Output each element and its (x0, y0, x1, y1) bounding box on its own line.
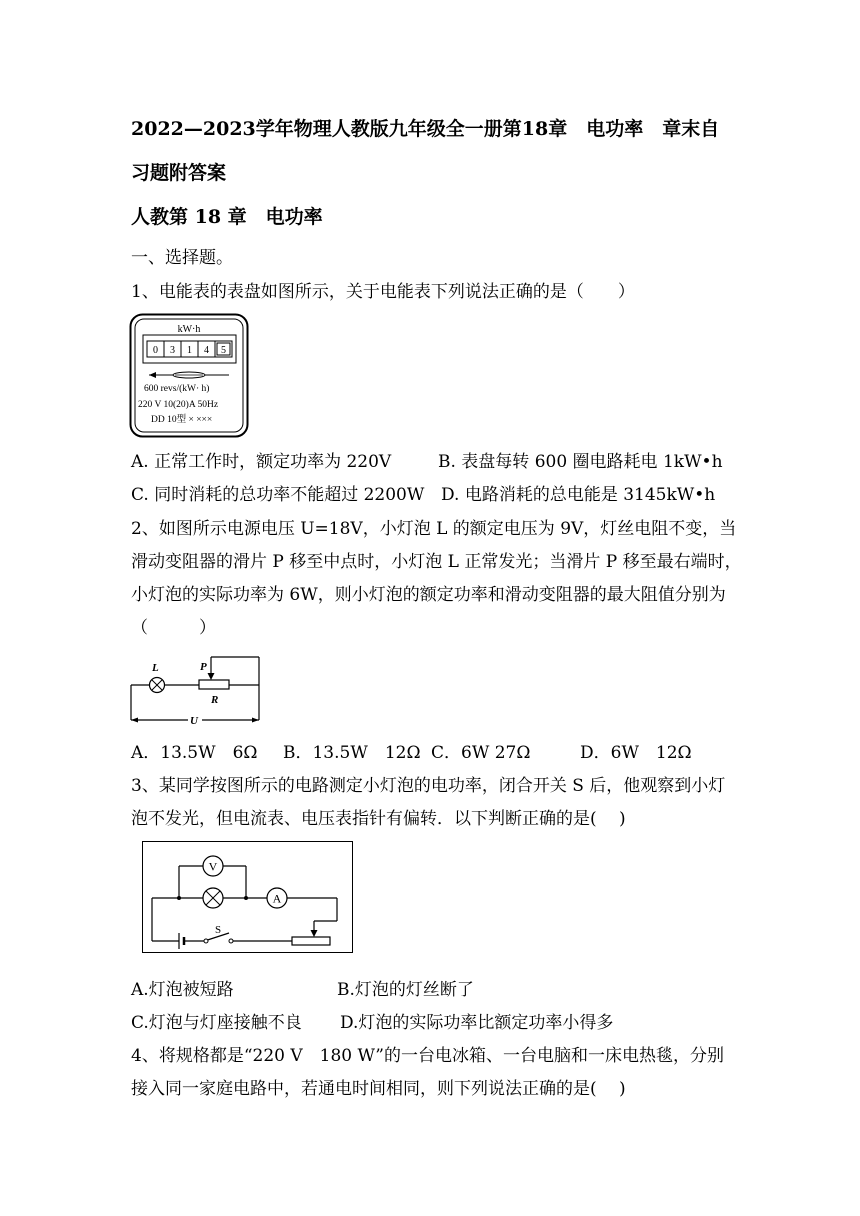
question-1-stem: 1、电能表的表盘如图所示，关于电能表下列说法正确的是（ ） (131, 282, 635, 302)
electric-meter-figure (129, 313, 249, 438)
meter-digit: 3 (170, 345, 175, 356)
meter-rating-label: 220 V 10(20)A 50Hz (138, 400, 219, 410)
question-2-stem-line: 2、如图所示电源电压 U=18V，小灯泡 L 的额定电压为 9V，灯丝电阻不变，当 (131, 519, 737, 539)
question-2-option-a: A．13.5W 6Ω (131, 743, 258, 763)
lamp-icon (203, 888, 223, 908)
ammeter-icon (267, 888, 287, 908)
lamp-icon (150, 678, 165, 693)
document-title-line-2: 习题附答案 (131, 162, 227, 184)
meter-unit-label: kW·h (177, 324, 201, 335)
voltmeter-icon (203, 856, 223, 876)
voltage-label: U (190, 715, 198, 727)
meter-digit: 0 (153, 345, 158, 356)
question-4-stem-line: 接入同一家庭电路中，若通电时间相同，则下列说法正确的是( ) (131, 1079, 626, 1099)
question-2-stem-line: 滑动变阻器的滑片 P 移至中点时，小灯泡 L 正常发光；当滑片 P 移至最右端时， (131, 552, 742, 572)
voltmeter-label: V (208, 859, 218, 874)
section-heading: 一、选择题。 (131, 248, 233, 268)
question-2-stem-line: （ ） (131, 618, 216, 638)
question-3-option-b: B.灯泡的灯丝断了 (337, 980, 474, 1000)
question-3-option-a: A.灯泡被短路 (131, 980, 234, 1000)
document-title-line-1: 2022—2023学年物理人教版九年级全一册第18章 电功率 章末自 (131, 118, 720, 140)
lamp-label: L (152, 662, 159, 674)
battery-icon (179, 933, 184, 949)
meter-model-label: DD 10型 × ××× (151, 415, 213, 425)
question-4-stem-line: 4、将规格都是“220 V 180 W”的一台电冰箱、一台电脑和一床电热毯，分别 (131, 1046, 724, 1066)
voltage-arrow-right-icon (252, 718, 259, 723)
question-3-circuit-diagram (142, 841, 353, 953)
question-1-option-c: C. 同时消耗的总功率不能超过 2200W (131, 485, 425, 505)
switch-label: S (215, 924, 222, 936)
question-2-option-b: B．13.5W 12Ω (283, 743, 421, 763)
meter-revs-label: 600 revs/(kW· h) (144, 384, 210, 394)
resistor-label: R (211, 694, 219, 706)
rheostat-resistor (199, 680, 229, 689)
slider-arrow-icon (208, 673, 215, 680)
voltage-arrow-left-icon (131, 718, 138, 723)
question-2-option-d: D．6W 12Ω (580, 743, 692, 763)
question-2-option-c: C．6W 27Ω (431, 743, 531, 763)
meter-digit: 1 (187, 345, 192, 356)
rheostat-resistor (292, 937, 330, 945)
question-1-option-a: A. 正常工作时，额定功率为 220V (131, 452, 392, 472)
slider-label: P (200, 661, 207, 673)
question-3-option-d: D.灯泡的实际功率比额定功率小得多 (340, 1013, 614, 1033)
meter-digit: 5 (221, 345, 226, 356)
question-3-stem-line: 3、某同学按图所示的电路测定小灯泡的电功率，闭合开关 S 后，他观察到小灯 (131, 776, 726, 796)
slider-arrow-icon (311, 930, 318, 937)
question-1-option-d: D. 电路消耗的总电能是 3145kW•h (441, 485, 716, 505)
chapter-heading: 人教第 18 章 电功率 (131, 206, 323, 228)
ammeter-label: A (272, 891, 282, 906)
question-3-option-c: C.灯泡与灯座接触不良 (131, 1013, 302, 1033)
meter-digit: 4 (204, 345, 209, 356)
question-2-circuit-diagram (127, 652, 265, 730)
question-2-stem-line: 小灯泡的实际功率为 6W，则小灯泡的额定功率和滑动变阻器的最大阻值分别为 (131, 585, 726, 605)
question-1-option-b: B. 表盘每转 600 圈电路耗电 1kW•h (438, 452, 723, 472)
question-3-stem-line: 泡不发光，但电流表、电压表指针有偏转．以下判断正确的是( ) (131, 809, 626, 829)
